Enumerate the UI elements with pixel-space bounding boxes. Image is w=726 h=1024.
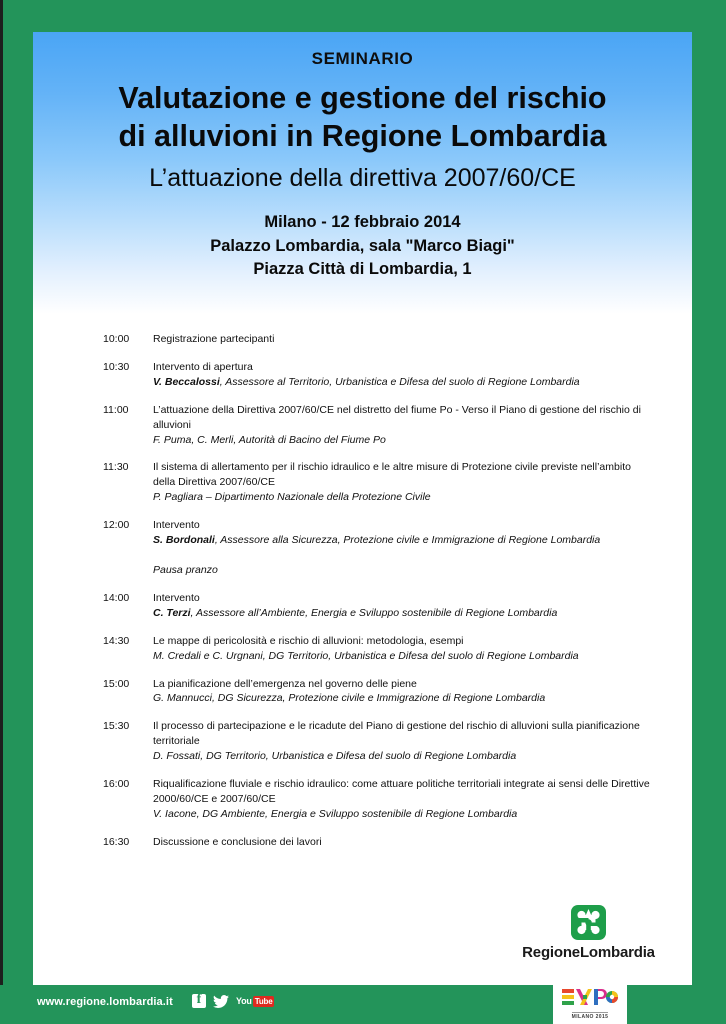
title-line-1: Valutazione e gestione del rischio [118,81,607,115]
programme-speaker [153,433,656,448]
website-url-link[interactable]: www.regione.lombardia.it [37,996,173,1008]
programme-row [103,719,656,764]
rosa-camuna-icon [571,905,606,940]
programme-speaker-role: , Assessore all’Ambiente, Energia e Sviluppo sostenibile di Regione Lombardia [190,606,558,619]
programme-speaker [153,649,656,664]
programme-title: Intervento [153,519,200,532]
programme-body [143,360,656,390]
programme-time: 15:30 [103,720,130,733]
programme-time: 16:30 [103,835,130,848]
programme-body [143,677,656,707]
regione-lombardia-wordmark: RegioneLombardia [522,944,655,961]
programme-time: 16:00 [103,778,130,791]
programme-speaker [153,375,656,390]
youtube-you-text: You [236,996,252,1006]
programme-title: L’attuazione della Direttiva 2007/60/CE nel distretto del fiume Po - Verso il Piano di gestione del rischio di alluvioni [153,403,641,431]
page-title [33,79,692,155]
programme-time: 11:30 [103,461,129,474]
twitter-icon[interactable] [213,995,229,1008]
programme-speaker-role: D. Fossati, DG Territorio, Urbanistica e Difesa del suolo di Regione Lombardia [153,750,517,763]
programme-speaker [153,533,656,548]
programme-time: 14:30 [103,634,130,647]
programme-body [143,460,656,505]
programme-speaker-role: M. Credali e C. Urgnani, DG Territorio, Urbanistica e Difesa del suolo di Regione Lombardia [153,649,579,662]
poster-header [33,32,692,314]
programme-body [143,634,656,664]
programme-time: 15:00 [103,677,130,690]
programme-body [143,591,656,621]
venue-block [33,211,692,281]
programme-row [103,777,656,822]
programme-title: Intervento di apertura [153,360,253,373]
programme-speaker-role: P. Pagliara – Dipartimento Nazionale della Protezione Civile [153,491,431,504]
programme-speaker-role: , Assessore al Territorio, Urbanistica e Difesa del suolo di Regione Lombardia [219,375,580,388]
programme-row [103,460,656,505]
programme-speaker-role: , Assessore alla Sicurezza, Protezione civile e Immigrazione di Regione Lombardia [214,534,601,547]
programme-body [143,835,656,850]
programme-title: Le mappe di pericolosità e rischio di alluvioni: metodologia, esempi [153,634,464,647]
venue-address: Piazza Città di Lombardia, 1 [253,260,472,279]
venue-date: Milano - 12 febbraio 2014 [264,213,461,232]
programme-body [143,403,656,448]
programme-speaker [153,691,656,706]
programme-title: Il sistema di allertamento per il rischio idraulico e le altre misure di Protezione civile previste nell’ambito della Direttiva 2007/60/CE [153,461,631,489]
programme-speaker-role: F. Puma, C. Merli, Autorità di Bacino del Fiume Po [153,433,386,446]
programme-speaker [153,807,656,822]
youtube-tube-text: Tube [254,996,273,1006]
programme-time: 10:30 [103,360,130,373]
poster-card [33,32,692,985]
poster-subtitle: L’attuazione della direttiva 2007/60/CE [149,164,576,193]
programme-time: 12:00 [103,519,130,532]
programme-list [103,332,656,863]
facebook-icon[interactable] [192,994,206,1008]
programme-title: Il processo di partecipazione e le ricadute del Piano di gestione del rischio di alluvioni sulla pianificazione territoriale [153,720,640,748]
programme-speaker-role: G. Mannucci, DG Sicurezza, Protezione civile e Immigrazione di Regione Lombardia [153,692,546,705]
programme-speaker-name: V. Beccalossi [153,375,220,388]
programme-speaker-name: S. Bordonali [153,534,215,547]
programme-body [143,719,656,764]
expo-subtitle: MILANO 2015 [571,1014,609,1020]
kicker-seminario: SEMINARIO [311,49,414,68]
youtube-icon[interactable] [236,996,274,1007]
programme-title: Registrazione partecipanti [153,333,275,345]
programme-row [103,634,656,664]
programme-title: Intervento [153,591,200,604]
programme-time: 10:00 [103,333,130,345]
programme-row [103,835,656,850]
programme-body [143,518,656,578]
programme-row [103,332,656,347]
programme-speaker [153,749,656,764]
programme-body [143,777,656,822]
social-links [192,994,274,1008]
expo-milano-2015-logo [553,985,627,1024]
left-edge-strip [0,0,3,1024]
title-line-2: di alluvioni in Regione Lombardia [118,119,607,154]
programme-row [103,360,656,390]
programme-body [143,332,656,347]
programme-title: Discussione e conclusione dei lavori [153,835,322,848]
programme-row [103,403,656,448]
programme-speaker [153,606,656,621]
programme-time: 11:00 [103,403,129,416]
programme-speaker-name: C. Terzi [153,606,191,619]
programme-speaker-role: V. Iacone, DG Ambiente, Energia e Sviluppo sostenibile di Regione Lombardia [153,807,518,820]
programme-title: La pianificazione dell’emergenza nel governo delle piene [153,677,417,690]
programme-row [103,591,656,621]
programme-title: Riqualificazione fluviale e rischio idraulico: come attuare politiche territoriali integrate ai sensi delle Direttive 2000/60/CE e 2007/60/CE [153,778,650,805]
programme-note: Pausa pranzo [153,563,218,576]
programme-time: 14:00 [103,591,130,604]
programme-row [103,518,656,578]
expo-wordmark-icon [562,989,618,1011]
programme-speaker [153,490,656,505]
venue-building: Palazzo Lombardia, sala "Marco Biagi" [210,236,515,255]
programme-row [103,677,656,707]
regione-lombardia-logo [511,905,666,961]
